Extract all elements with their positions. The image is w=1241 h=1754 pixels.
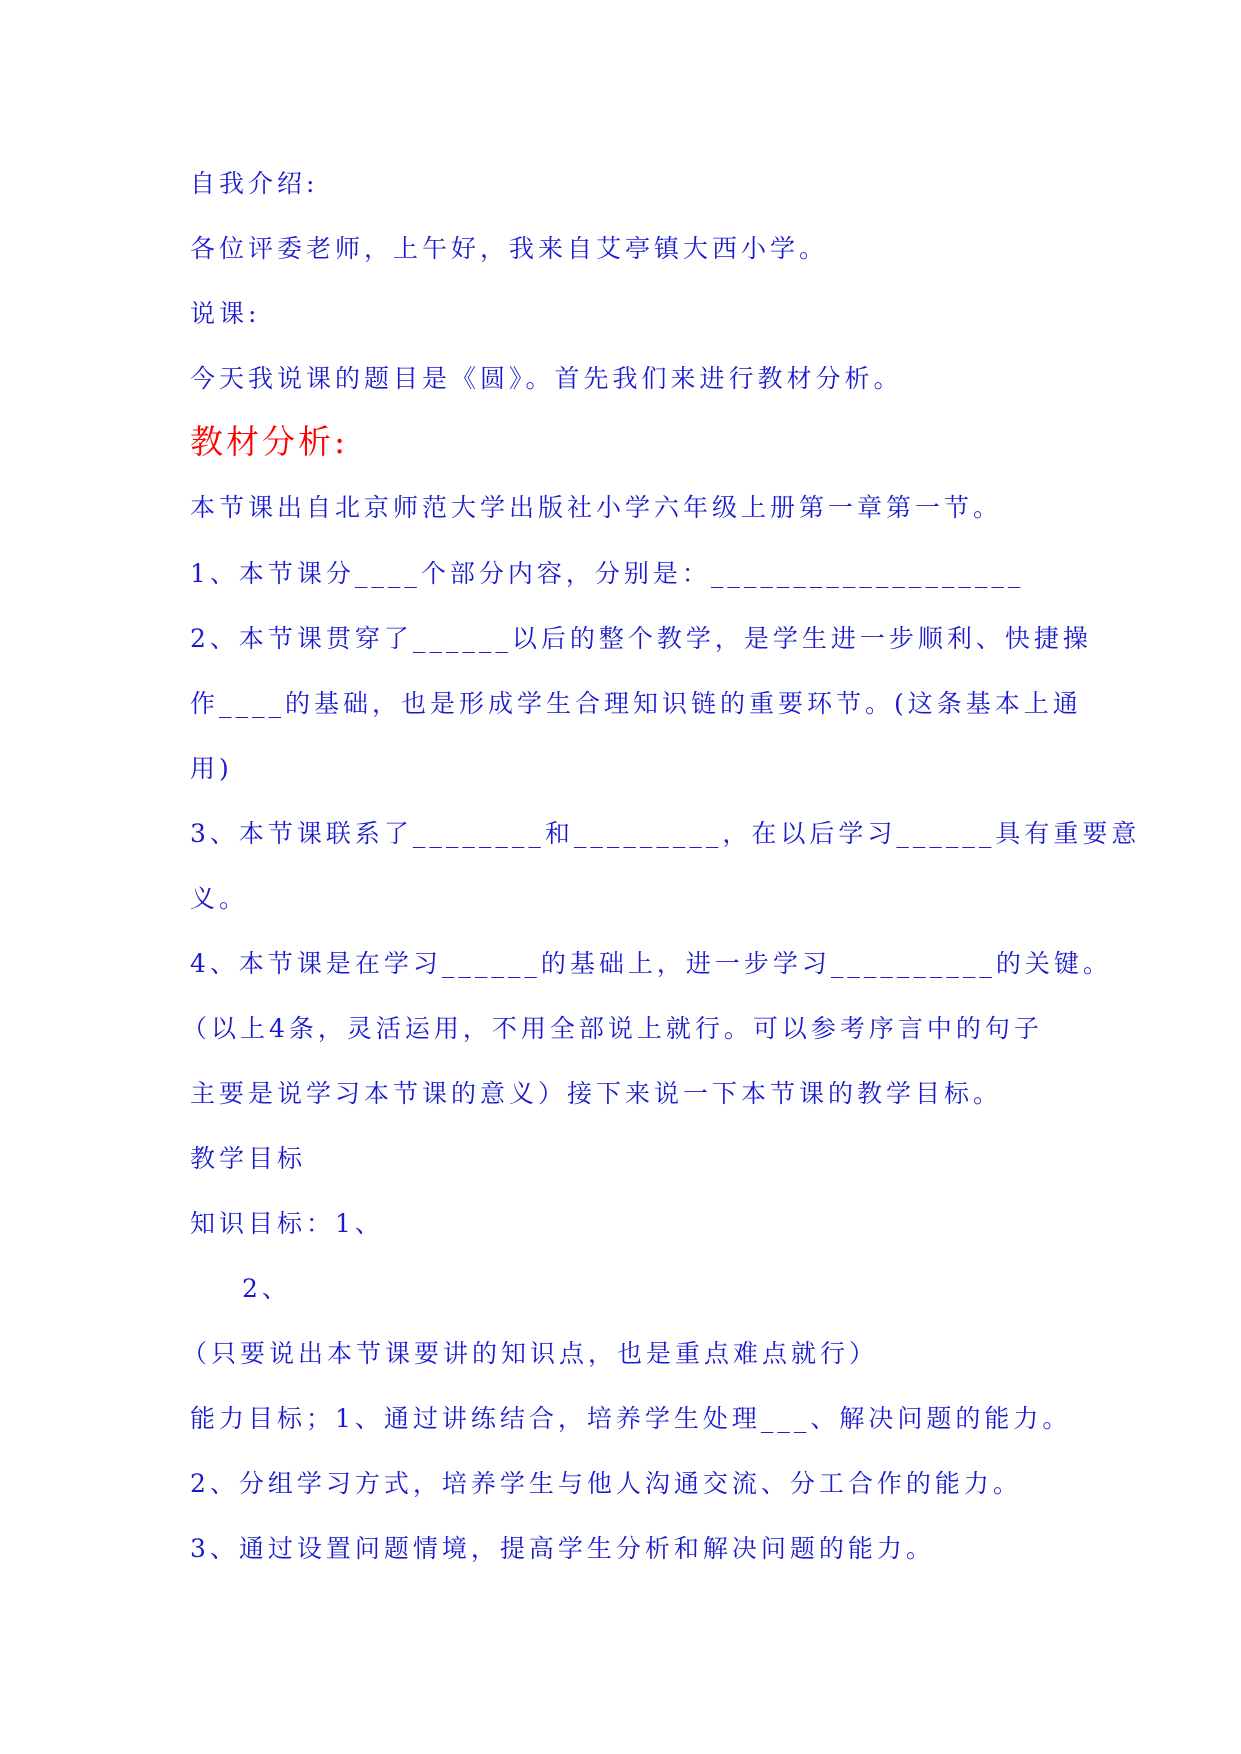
- topic-line: 今天我说课的题目是《圆》。首先我们来进行教材分析。: [190, 364, 903, 393]
- greeting-line: 各位评委老师，上午好，我来自艾亭镇大西小学。: [190, 234, 829, 263]
- source-line: 本节课出自北京师范大学出版社小学六年级上册第一章第一节。: [190, 493, 1003, 522]
- ability-goal-2: 2、分组学习方式，培养学生与他人沟通交流、分工合作的能力。: [190, 1469, 1022, 1498]
- lecture-heading: 说课:: [190, 299, 261, 328]
- point-2-line-c: 用): [190, 754, 233, 783]
- note-line-a: （以上4条，灵活运用，不用全部说上就行。可以参考序言中的句子: [182, 1014, 1043, 1043]
- point-4-line: 4、本节课是在学习______的基础上，进一步学习__________的关键。: [190, 949, 1112, 978]
- knowledge-goal-note: （只要说出本节课要讲的知识点，也是重点难点就行）: [182, 1339, 879, 1368]
- point-3-line-b: 义。: [190, 884, 249, 913]
- knowledge-goal-2: 2、: [242, 1274, 291, 1303]
- ability-goal-1: 能力目标；1、通过讲练结合，培养学生处理___、解决问题的能力。: [190, 1404, 1072, 1433]
- ability-goal-3: 3、通过设置问题情境，提高学生分析和解决问题的能力。: [190, 1534, 935, 1563]
- point-2-line-b: 作____的基础，也是形成学生合理知识链的重要环节。(这条基本上通: [190, 689, 1082, 718]
- knowledge-goal-1: 知识目标：1、: [190, 1209, 384, 1238]
- textbook-analysis-heading: 教材分析:: [190, 422, 349, 461]
- point-2-line-a: 2、本节课贯穿了______以后的整个教学，是学生进一步顺利、快捷操: [190, 624, 1092, 653]
- point-3-line-a: 3、本节课联系了________和_________，在以后学习______具有重要意: [190, 819, 1141, 848]
- self-intro-heading: 自我介绍:: [190, 169, 319, 198]
- note-line-b: 主要是说学习本节课的意义）接下来说一下本节课的教学目标。: [190, 1079, 1003, 1108]
- point-1-line: 1、本节课分____个部分内容，分别是：___________________: [190, 559, 1025, 588]
- teaching-goals-heading: 教学目标: [190, 1144, 307, 1173]
